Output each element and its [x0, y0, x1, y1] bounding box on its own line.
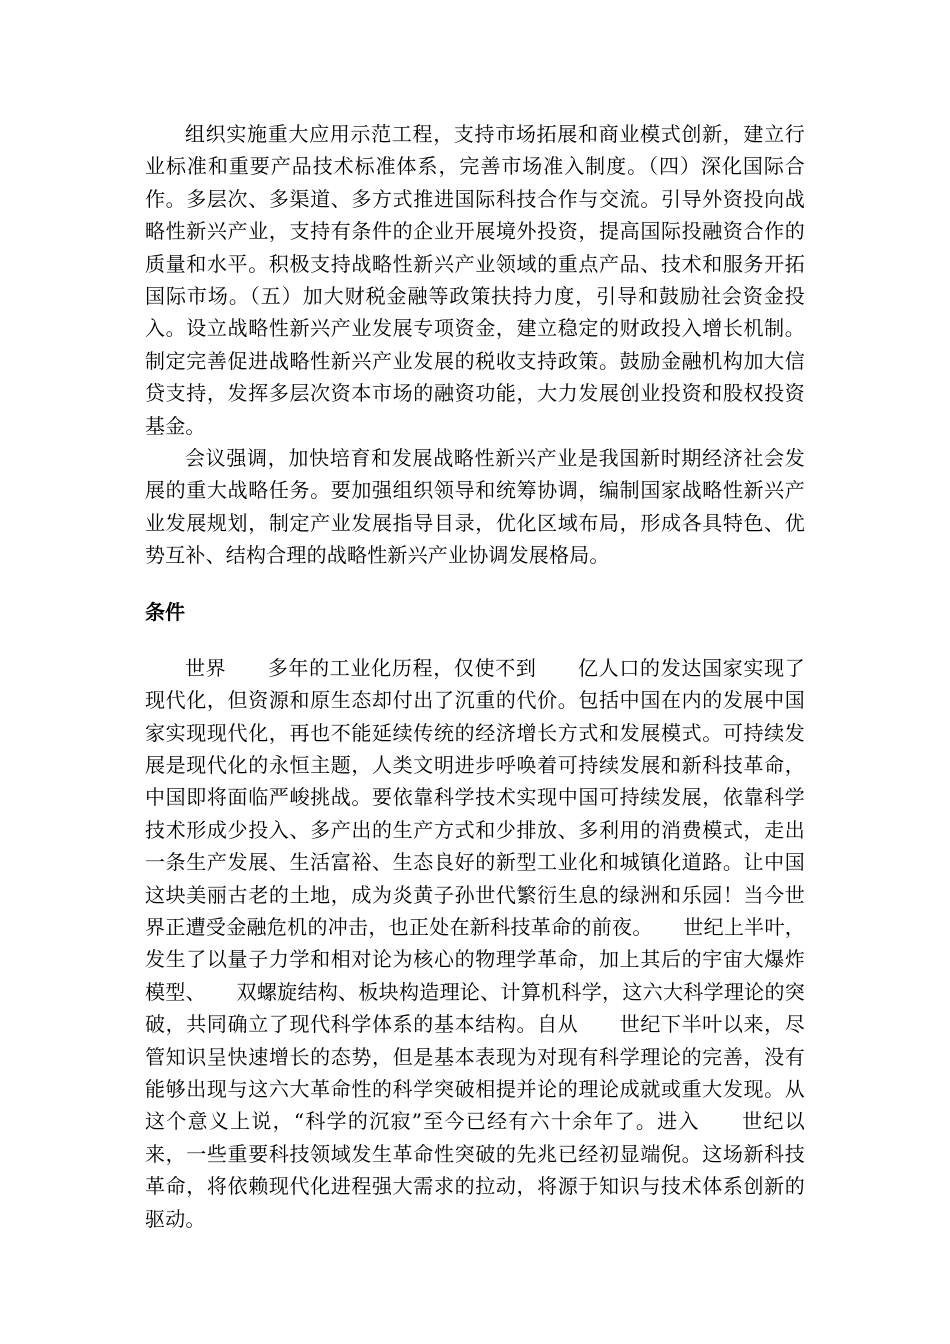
paragraph-policy-measures: 组织实施重大应用示范工程，支持市场拓展和商业模式创新，建立行业标准和重要产品技术标准体系，完善市场准入制度。（四）深化国际合作。多层次、多渠道、多方式推进国际科技合作与交流。引导外资投向战略性新兴产业，支持有条件的企业开展境外投资，提高国际投融资合作的质量和水平。积极支持战略性新兴产业领域的重点产品、技术和服务开拓国际市场。（五）加大财税金融等政策扶持力度，引导和鼓励社会资金投入。设立战略性新兴产业发展专项资金，建立稳定的财政投入增长机制。制定完善促进战略性新兴产业发展的税收支持政策。鼓励金融机构加大信贷支持，发挥多层次资本市场的融资功能，大力发展创业投资和股权投资基金。: [145, 122, 805, 438]
document-body: [145, 118, 805, 1235]
section-heading: 条件: [145, 599, 185, 624]
paragraph-conditions: 世界 多年的工业化历程，仅使不到 亿人口的发达国家实现了现代化，但资源和原生态却付出了沉重的代价。包括中国在内的发展中国家实现现代化，再也不能延续传统的经济增长方式和发展模式。可持续发展是现代化的永恒主题，人类文明进步呼唤着可持续发展和新科技革命，中国即将面临严峻挑战。要依靠科学技术实现中国可持续发展，依靠科学技术形成少投入、多产出的生产方式和少排放、多利用的消费模式，走出一条生产发展、生活富裕、生态良好的新型工业化和城镇化道路。让中国这块美丽古老的土地，成为炎黄子孙世代繁衍生息的绿洲和乐园！当今世界正遭受金融危机的冲击，也正处在新科技革命的前夜。 世纪上半叶，发生了以量子力学和相对论为核心的物理学革命，加上其后的宇宙大爆炸模型、 双螺旋结构、板块构造理论、计算机科学，这六大科学理论的突破，共同确立了现代科学体系的基本结构。自从 世纪下半叶以来，尽管知识呈快速增长的态势，但是基本表现为对现有科学理论的完善，没有能够出现与这六大革命性的科学突破相提并论的理论成就或重大发现。从这个意义上说，“科学的沉寂”至今已经有六十余年了。进入 世纪以来，一些重要科技领域发生革命性突破的先兆已经初显端倪。这场新科技革命，将依赖现代化进程强大需求的拉动，将源于知识与技术体系创新的驱动。: [145, 655, 805, 1231]
paragraph-meeting-emphasis: 会议强调，加快培育和发展战略性新兴产业是我国新时期经济社会发展的重大战略任务。要加强组织领导和统筹协调，编制国家战略性新兴产业发展规划，制定产业发展指导目录，优化区域布局，形成各具特色、优势互补、结构合理的战略性新兴产业协调发展格局。: [145, 446, 805, 568]
